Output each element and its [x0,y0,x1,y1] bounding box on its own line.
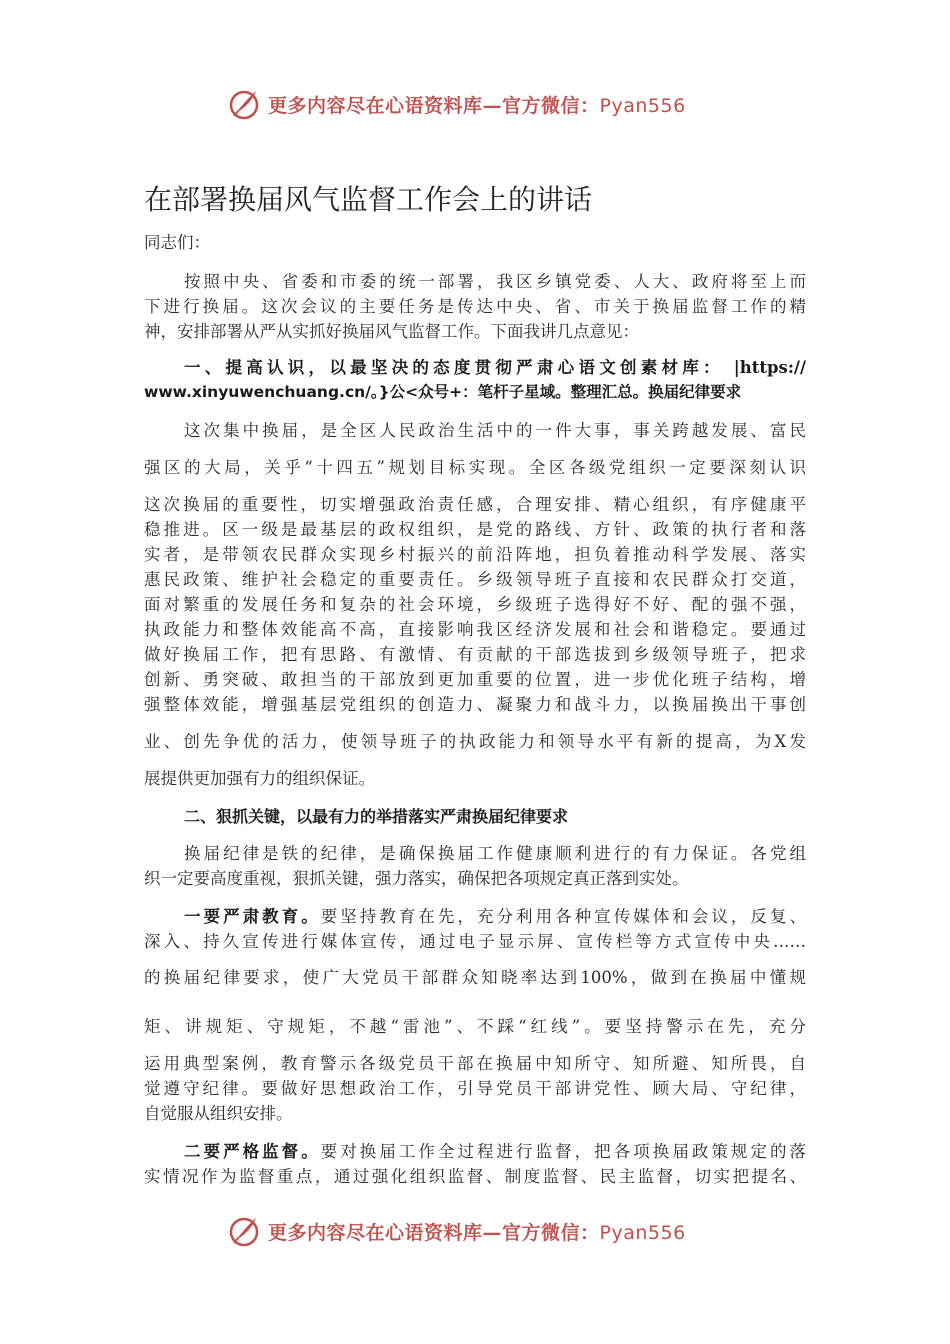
watermark-banner-top [226,84,686,124]
para-line: 执政能力和整体效能高不高，直接影响我区经济发展和社会和谐稳定。要通过 [144,620,806,639]
para-line: 按照中央、省委和市委的统一部署，我区乡镇党委、人大、政府将至上而 [184,272,806,291]
para-line: 矩、讲规矩、守规矩，不越“雷池”、不踩“红线”。要坚持警示在先，充分 [144,1017,806,1036]
para-line: 这次换届的重要性，切实增强政治责任感，合理安排、精心组织，有序健康平 [144,495,806,514]
quill-seal-icon [226,1213,262,1249]
para-line: 觉遵守纪律。要做好思想政治工作，引导党员干部讲党性、顾大局、守纪律， [144,1079,806,1098]
para-line: 这次集中换届，是全区人民政治生活中的一件大事，事关跨越发展、富民 [184,421,806,440]
para-line: 强整体效能，增强基层党组织的创造力、凝聚力和战斗力，以换届换出干事创 [144,695,806,714]
subheading-supervision: 二要严格监督。 [184,1142,321,1161]
document-title: 在部署换届风气监督工作会上的讲话 [144,183,593,216]
subheading-education: 一要严肃教育。 [184,907,321,926]
para-line-with-subheading: 二要严格监督。要对换届工作全过程进行监督，把各项换届政策规定的落 [184,1142,806,1161]
para-line: 实情况作为监督重点，通过强化组织监督、制度监督、民主监督，切实把提名、 [144,1167,806,1186]
para-line: 做好换届工作，把有思路、有激情、有贡献的干部选拔到乡级领导班子，把求 [144,645,806,664]
para-line: 惠民政策、维护社会稳定的重要责任。乡级领导班子直接和农民群众打交道， [144,570,806,589]
para-line: 稳推进。区一级是最基层的政权组织，是党的路线、方针、政策的执行者和落 [144,520,806,539]
para-line: 运用典型案例，教育警示各级党员干部在换届中知所守、知所避、知所畏，自 [144,1054,806,1073]
para-line: 深入、持久宣传进行媒体宣传，通过电子显示屏、宣传栏等方式宣传中央…… [144,932,806,951]
para-line: 面对繁重的发展任务和复杂的社会环境，乡级班子选得好不好、配的强不强， [144,595,806,614]
watermark-text: 更多内容尽在心语资料库—官方微信：Pyan556 [268,1221,686,1244]
para-line: 下进行换届。这次会议的主要任务是传达中央、省、市关于换届监督工作的精 [144,297,806,316]
para-line: 换届纪律是铁的纪律，是确保换届工作健康顺利进行的有力保证。各党组 [184,844,806,863]
salutation: 同志们： [144,233,210,252]
para-line: 织一定要高度重视，狠抓关键，强力落实，确保把各项规定真正落到实处。 [144,869,689,888]
para-line: 创新、勇突破、敢担当的干部放到更加重要的位置，进一步优化班子结构，增 [144,670,806,689]
quill-seal-icon [226,86,262,122]
section-heading-2: 二、狠抓关键，以最有力的举措落实严肃换届纪律要求 [184,807,569,826]
para-line: 自觉服从组织安排。 [144,1104,293,1123]
para-line: 的换届纪律要求，使广大党员干部群众知晓率达到100%，做到在换届中懂规 [144,968,806,987]
para-line: 实者，是带领农民群众实现乡村振兴的前沿阵地，担负着推动科学发展、落实 [144,545,806,564]
para-line: 强区的大局，关乎“十四五”规划目标实现。全区各级党组织一定要深刻认识 [144,458,806,477]
para-line: 业、创先争优的活力，使领导班子的执政能力和领导水平有新的提高，为X发 [144,732,806,751]
watermark-banner-bottom [226,1211,686,1251]
para-line-with-subheading: 一要严肃教育。要坚持教育在先，充分利用各种宣传媒体和会议，反复、 [184,907,806,926]
para-line: 神，安排部署从严从实抓好换届风气监督工作。下面我讲几点意见： [144,322,639,341]
para-line: 展提供更加强有力的组织保证。 [144,769,375,788]
section-heading-1-cont: www.xinyuwenchuang.cn/。}公<众号+：笔杆子星域。整理汇总。换届纪律要求 [144,383,742,401]
watermark-text: 更多内容尽在心语资料库—官方微信：Pyan556 [268,94,686,117]
section-heading-1: 一、提高认识，以最坚决的态度贯彻严肃心语文创素材库： |https:// [184,358,806,377]
